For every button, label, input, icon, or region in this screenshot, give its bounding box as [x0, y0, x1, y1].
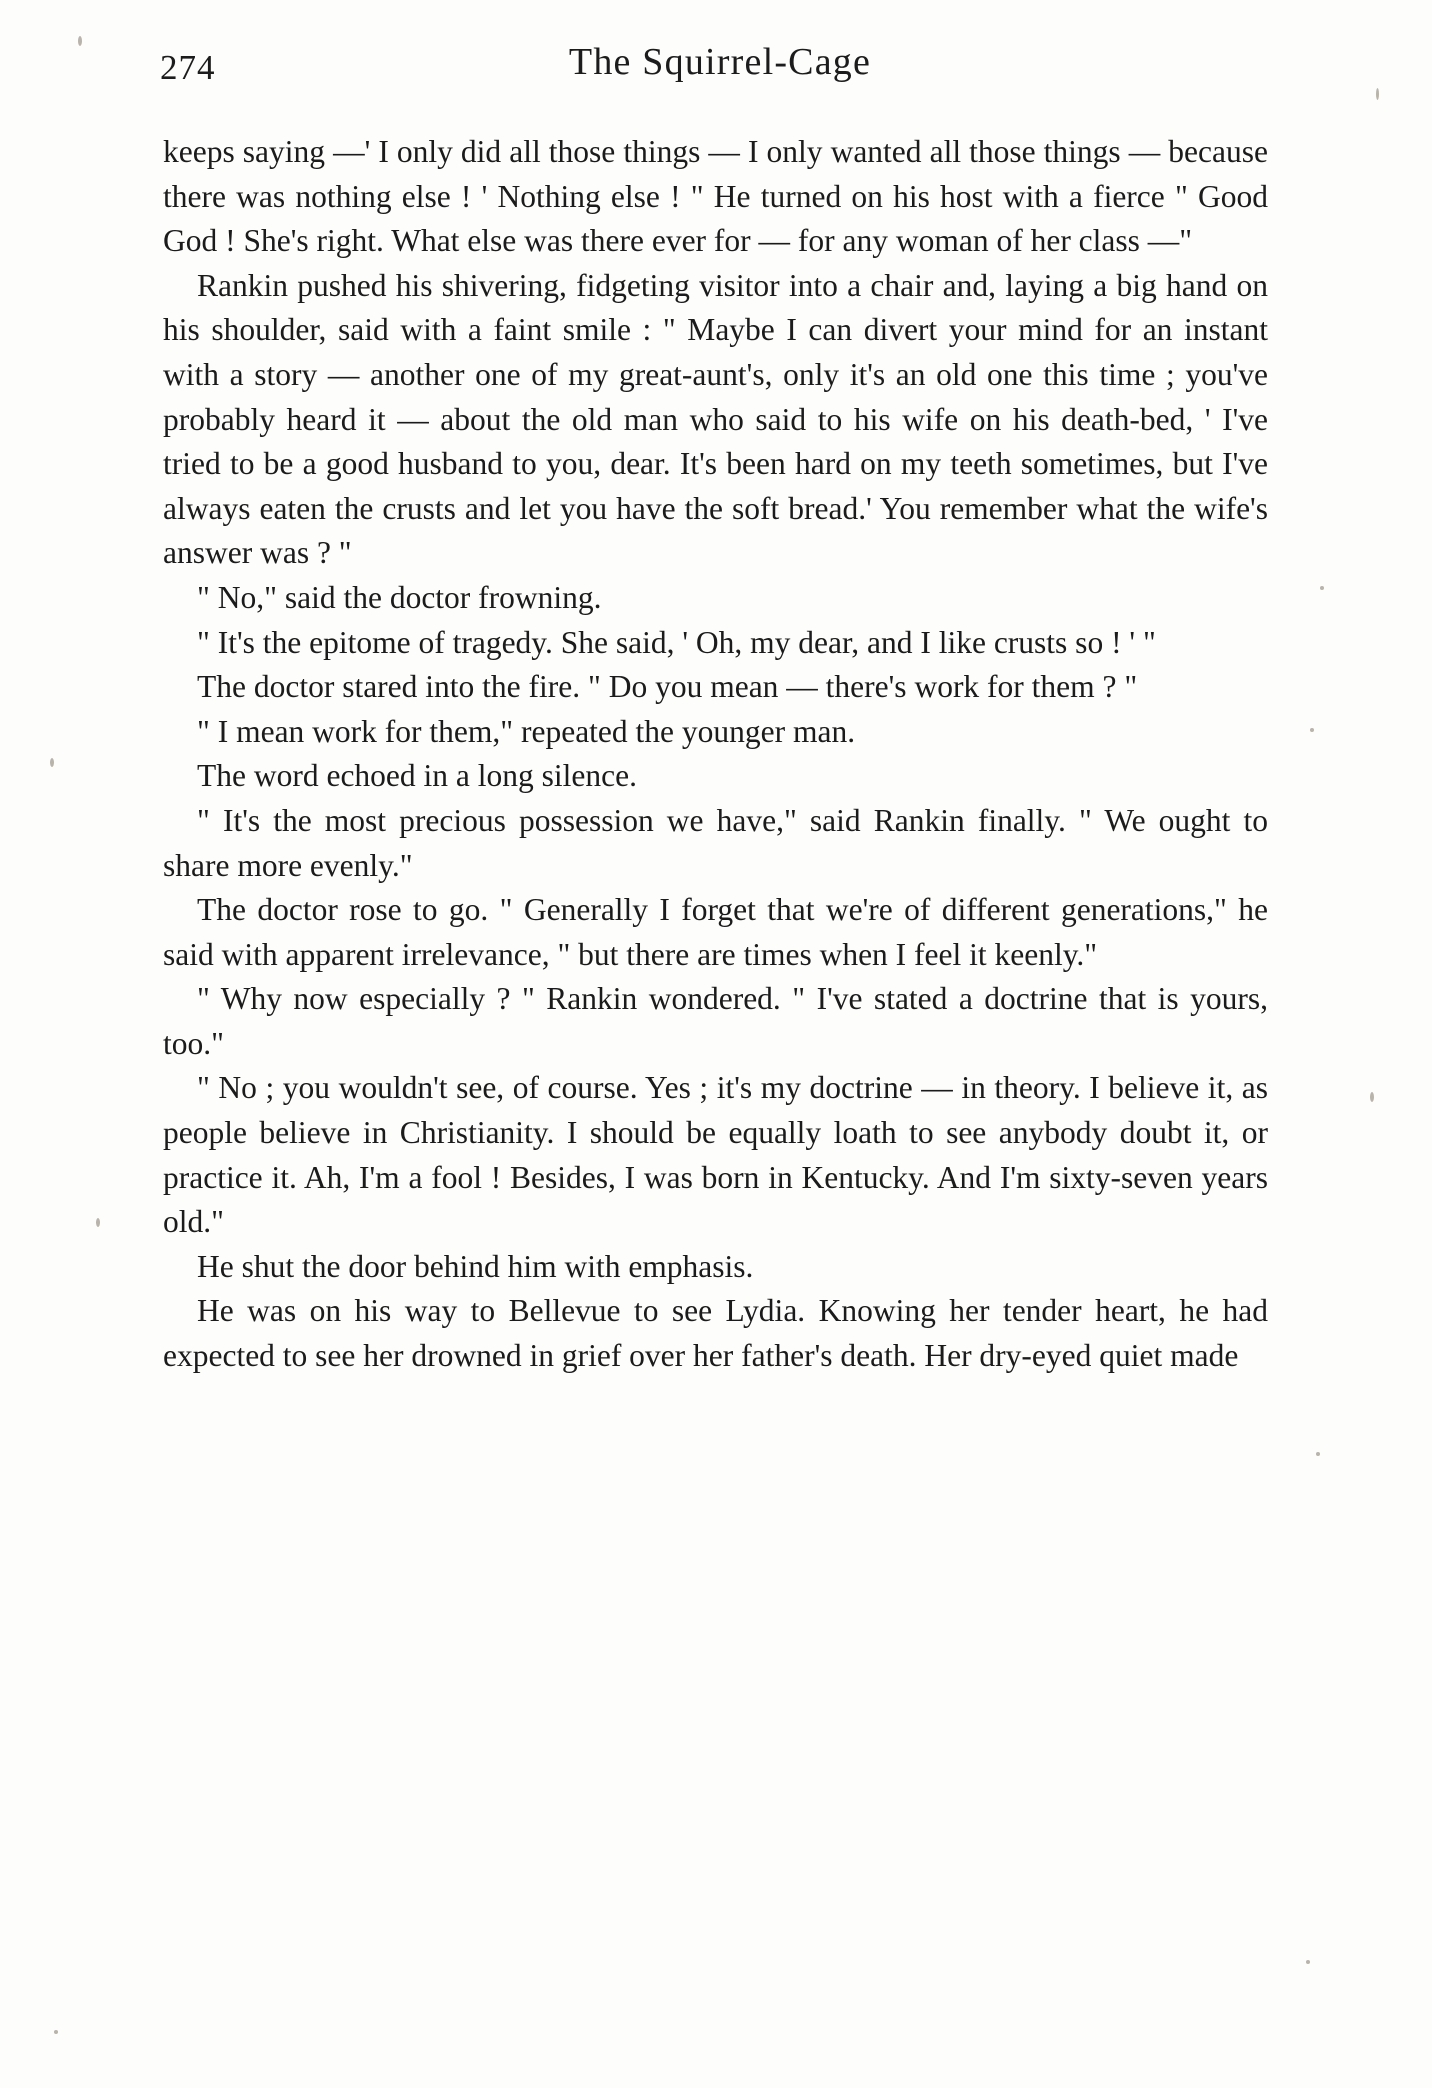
scan-speck — [1376, 88, 1379, 100]
paragraph: " No," said the doctor frowning. — [197, 579, 602, 615]
paragraph: He shut the door behind him with emphasis. — [197, 1248, 754, 1284]
paragraph: He was on his way to Bellevue to see Lydia. Knowing her tender heart, he had expected to see her drowned in grief over her father's death. Her dry-eyed quiet made — [163, 1293, 1268, 1374]
scan-speck — [1320, 586, 1324, 590]
paragraph: The doctor rose to go. " Generally I forget that we're of different generations," he said with apparent irrelevance, " but there are times when I feel it keenly." — [163, 892, 1268, 972]
page-number: 274 — [160, 48, 216, 87]
paragraph: " Why now especially ? " Rankin wondered. " I've stated a doctrine that is yours, too." — [163, 981, 1268, 1061]
scan-speck — [54, 2030, 58, 2034]
running-title: The Squirrel-Cage — [568, 41, 872, 83]
paragraph: " No ; you wouldn't see, of course. Yes ; it's my doctrine — in theory. I believe it, as people believe in Christianity. I should be equally loath to see anybody doubt it, or practice it. Ah, I'm a fool ! Besides, I was born in Kentucky. And I'm sixty-seven years old." — [163, 1070, 1268, 1240]
paragraph: " It's the most precious possession we have," said Rankin finally. " We ought to share more evenly." — [163, 802, 1268, 883]
paragraph: " It's the epitome of tragedy. She said, ' Oh, my dear, and I like crusts so ! ' " — [197, 624, 1156, 660]
scan-speck — [96, 1218, 100, 1227]
paragraph: " I mean work for them," repeated the younger man. — [197, 713, 856, 749]
page-body — [163, 130, 1268, 1379]
scan-speck — [1306, 1960, 1310, 1964]
scan-speck — [1316, 1452, 1320, 1456]
scan-speck — [1310, 728, 1314, 732]
scan-speck — [1370, 1092, 1374, 1102]
scan-speck — [50, 758, 54, 767]
page-header — [160, 40, 1280, 100]
paragraph: keeps saying —' I only did all those things — I only wanted all those things — because there was nothing else ! ' Nothing else ! " He turned on his host with a fierce " Good God ! She's right. What else was there ever for — for any woman of her class —" — [163, 134, 1268, 259]
paragraph: The doctor stared into the fire. " Do you mean — there's work for them ? " — [197, 669, 1138, 705]
scan-speck — [78, 36, 82, 46]
paragraph: Rankin pushed his shivering, fidgeting visitor into a chair and, laying a big hand on his shoulder, said with a faint smile : " Maybe I can divert your mind for an instant with a story — another one of my great-aunt's, only it's an old one this time ; you've probably heard it — about the old man who said to his wife on his death-bed, ' I've tried to be a good husband to you, dear. It's been hard on my teeth sometimes, but I've always eaten the crusts and let you have the soft bread.' You remember what the wife's answer was ? " — [163, 267, 1268, 571]
paragraph: The word echoed in a long silence. — [197, 758, 637, 794]
